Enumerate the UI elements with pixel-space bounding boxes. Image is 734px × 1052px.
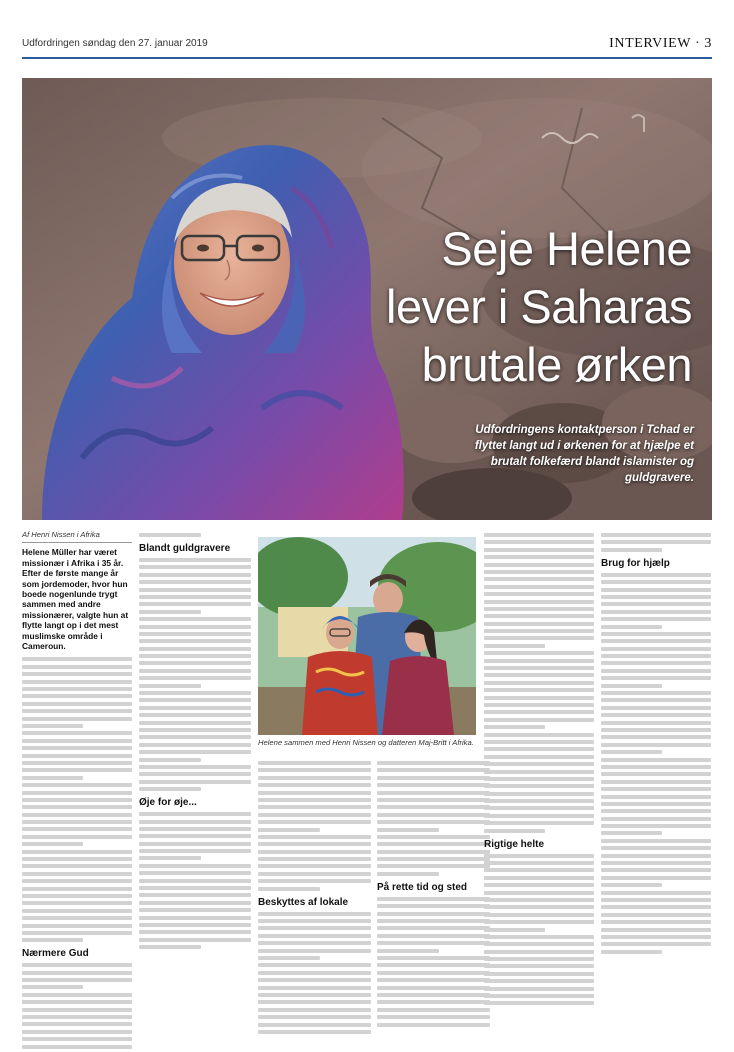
- body-text-placeholder: [484, 533, 594, 833]
- body-text-placeholder: [22, 657, 132, 942]
- photo-caption: Helene sammen med Henri Nissen og datteren Maj-Britt i Afrika.: [258, 738, 474, 747]
- byline: Af Henri Nissen i Afrika: [22, 530, 132, 543]
- article-column-2: [139, 530, 251, 953]
- article-column-4: [377, 758, 490, 1030]
- body-text-placeholder: [377, 897, 490, 1027]
- body-text-placeholder: [601, 533, 711, 552]
- body-text-placeholder: [258, 912, 371, 1034]
- hero-photo: [22, 78, 712, 520]
- subhead-rigtige-helte: Rigtige helte: [484, 838, 545, 850]
- article-column-3: [258, 758, 371, 1037]
- headline-line-3: brutale ørken: [421, 338, 692, 391]
- headline-deck: Udfordringens kontaktperson i Tchad er flyttet langt ud i ørkenen for at hjælpe et brutalt folkefærd blandt islamister og guldgravere.: [474, 424, 694, 484]
- body-text-placeholder: [22, 963, 132, 1048]
- subhead-paa-rette-tid-og-sted: På rette tid og sted: [377, 881, 468, 893]
- body-text-placeholder: [139, 533, 251, 537]
- body-text-placeholder: [139, 558, 251, 791]
- subhead-blandt-guldgravere: Blandt guldgravere: [139, 543, 231, 554]
- subhead-naermere-gud: Nærmere Gud: [22, 948, 89, 960]
- headline-line-1: Seje Helene: [441, 222, 692, 275]
- section-label: [609, 36, 712, 52]
- date-line: Udfordringen søndag den 27. januar 2019: [22, 38, 208, 49]
- group-photo-illustration: [258, 537, 476, 735]
- article-column-5: [484, 530, 594, 1009]
- body-text-placeholder: [484, 854, 594, 1006]
- article-lead: Helene Müller har været missionær i Afrika i 35 år. Efter de første mange år som jordemoder, hvor hun boede nogenlunde trygt sammen med andre missionærer, valgte hun at flytte langt op i det mest muslimske område i Cameroun.: [22, 547, 129, 652]
- subhead-brug-for-hjaelp: Brug for hjælp: [601, 557, 670, 569]
- group-photo: [258, 537, 476, 735]
- body-text-placeholder: [139, 812, 251, 949]
- masthead: [22, 36, 712, 54]
- headline-line-2: lever i Saharas: [386, 280, 692, 333]
- masthead-rule: [22, 57, 712, 59]
- subhead-oje-for-oje: Øje for øje...: [139, 797, 197, 809]
- subhead-beskyttes-af-lokale: Beskyttes af lokale: [258, 896, 349, 908]
- article-column-6: [601, 530, 711, 957]
- body-text-placeholder: [377, 761, 490, 876]
- body-text-placeholder: [258, 761, 371, 891]
- section-name: INTERVIEW: [609, 36, 692, 51]
- article-column-1: [22, 530, 132, 1052]
- separator-dot-icon: ·: [695, 36, 701, 51]
- body-text-placeholder: [601, 573, 711, 954]
- page-number: 3: [704, 36, 712, 51]
